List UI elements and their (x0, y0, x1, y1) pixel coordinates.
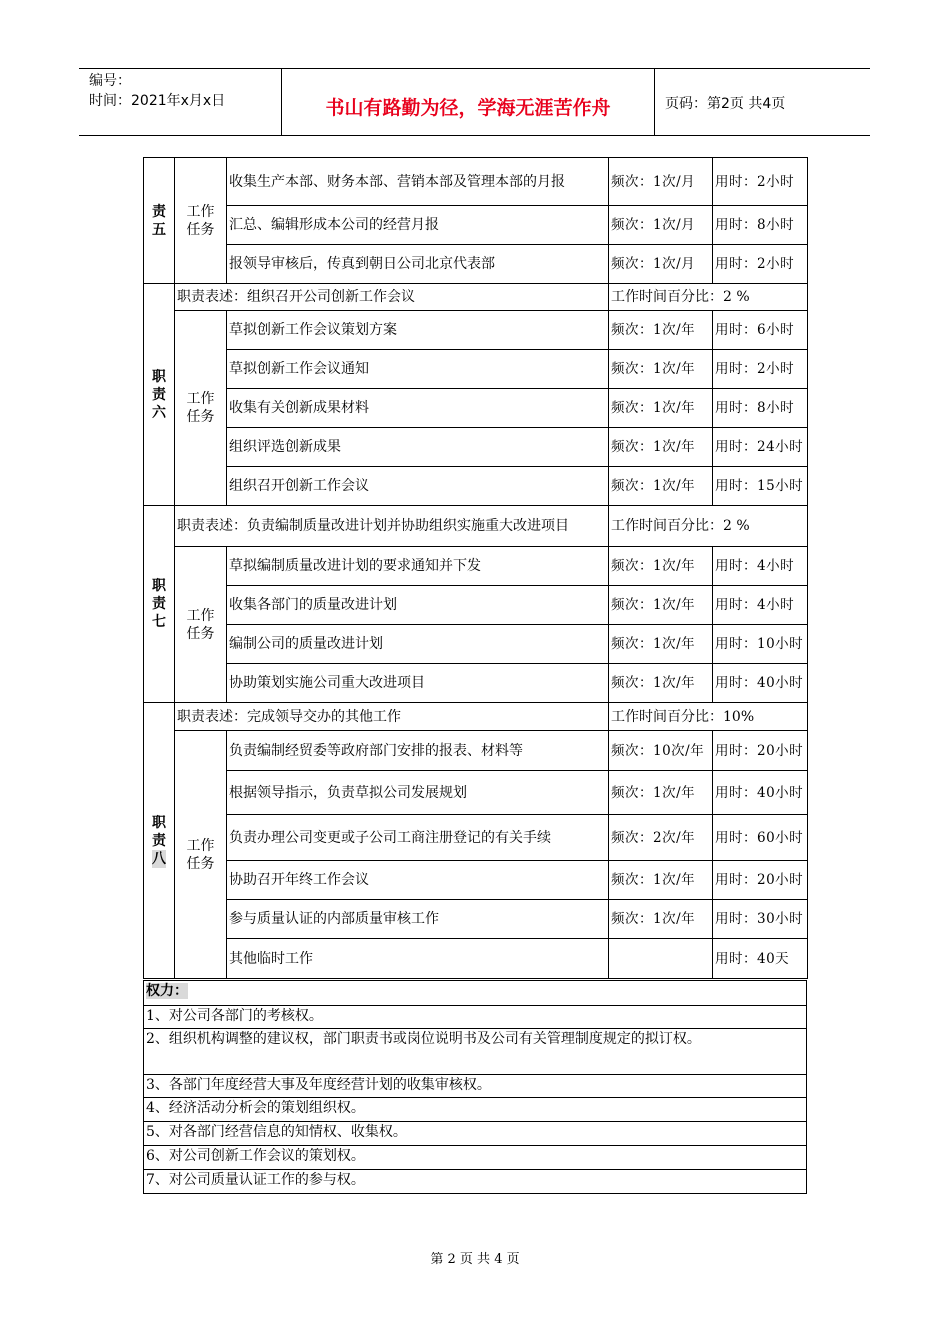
duty8-task: 负责办理公司变更或子公司工商注册登记的有关手续 (227, 815, 609, 861)
header-meta (79, 69, 282, 135)
duty5-task: 汇总、编辑形成本公司的经营月报 (227, 206, 609, 245)
power-item: 1、对公司各部门的考核权。 (144, 1006, 807, 1029)
table-row (144, 1075, 807, 1098)
table-row (144, 206, 808, 245)
duty5-task: 收集生产本部、财务本部、营销本部及管理本部的月报 (227, 158, 609, 206)
table-row (144, 900, 808, 939)
duty6-task-time: 用时：15小时 (713, 467, 808, 506)
duty6-label: 职 责 六 (144, 284, 175, 506)
table-row (144, 1098, 807, 1122)
duty7-task: 编制公司的质量改进计划 (227, 625, 609, 664)
table-row (144, 350, 808, 389)
table-row (144, 1029, 807, 1075)
duty5-task-time: 用时：2小时 (713, 245, 808, 284)
duty5-task-freq: 频次：1次/月 (609, 206, 713, 245)
table-row (144, 547, 808, 586)
table-row (144, 939, 808, 979)
duty7-task-freq: 频次：1次/年 (609, 625, 713, 664)
doc-number-label: 编号： (89, 73, 131, 89)
power-item: 6、对公司创新工作会议的策划权。 (144, 1146, 807, 1170)
duty5-work-label: 工作 任务 (175, 158, 227, 284)
duty7-description: 职责表述：负责编制质量改进计划并协助组织实施重大改进项目 (175, 506, 609, 547)
duty6-task: 组织召开创新工作会议 (227, 467, 609, 506)
duty8-task-freq: 频次：2次/年 (609, 815, 713, 861)
duty8-task: 负责编制经贸委等政府部门安排的报表、材料等 (227, 731, 609, 771)
table-row (144, 1006, 807, 1029)
power-item: 4、经济活动分析会的策划组织权。 (144, 1098, 807, 1122)
duty7-task: 草拟编制质量改进计划的要求通知并下发 (227, 547, 609, 586)
duty6-task: 草拟创新工作会议通知 (227, 350, 609, 389)
duty5-task-freq: 频次：1次/月 (609, 245, 713, 284)
table-row (144, 586, 808, 625)
duty7-task-freq: 频次：1次/年 (609, 664, 713, 703)
power-table (143, 980, 807, 1194)
duty8-label-number: 八 (152, 850, 166, 867)
table-row (144, 731, 808, 771)
duty8-description: 职责表述：完成领导交办的其他工作 (175, 703, 609, 731)
duty5-task-time: 用时：2小时 (713, 158, 808, 206)
duty8-task-freq (609, 939, 713, 979)
table-row (144, 1170, 807, 1194)
table-row (144, 981, 807, 1006)
duty8-task-time: 用时：40小时 (713, 771, 808, 815)
duty6-task-freq: 频次：1次/年 (609, 311, 713, 350)
duty6-task-time: 用时：8小时 (713, 389, 808, 428)
duty5-task: 报领导审核后，传真到朝日公司北京代表部 (227, 245, 609, 284)
table-row (144, 158, 808, 206)
header-page-number: 页码：第2页 共4页 (665, 96, 786, 112)
table-row (144, 284, 808, 311)
table-row (144, 245, 808, 284)
duty8-task: 其他临时工作 (227, 939, 609, 979)
duty7-label: 职 责 七 (144, 506, 175, 703)
header-motto: 书山有路勤为径，学海无涯苦作舟 (282, 69, 655, 135)
duty8-label (144, 703, 175, 979)
duty7-task-time: 用时：10小时 (713, 625, 808, 664)
table-row (144, 625, 808, 664)
table-row (144, 467, 808, 506)
duty8-task: 根据领导指示，负责草拟公司发展规划 (227, 771, 609, 815)
duty6-task: 收集有关创新成果材料 (227, 389, 609, 428)
duty7-task-freq: 频次：1次/年 (609, 547, 713, 586)
table-row (144, 311, 808, 350)
table-row (144, 506, 808, 547)
duty8-task-time: 用时：60小时 (713, 815, 808, 861)
duty6-task-time: 用时：2小时 (713, 350, 808, 389)
duty6-task-freq: 频次：1次/年 (609, 467, 713, 506)
duty8-task-freq: 频次：1次/年 (609, 900, 713, 939)
duty7-task-time: 用时：40小时 (713, 664, 808, 703)
duty5-task-time: 用时：8小时 (713, 206, 808, 245)
table-row (144, 664, 808, 703)
duty8-work-label: 工作 任务 (175, 731, 227, 979)
duty8-task-time: 用时：20小时 (713, 861, 808, 900)
table-row (144, 771, 808, 815)
duty8-time-percent: 工作时间百分比：10% (609, 703, 808, 731)
table-row (144, 389, 808, 428)
duty8-task-time: 用时：40天 (713, 939, 808, 979)
duty5-label: 责 五 (144, 158, 175, 284)
power-item: 2、组织机构调整的建议权，部门职责书或岗位说明书及公司有关管理制度规定的拟订权。 (144, 1029, 807, 1075)
duty7-work-label: 工作 任务 (175, 547, 227, 703)
duty8-task-freq: 频次：10次/年 (609, 731, 713, 771)
table-row (144, 1146, 807, 1170)
duty5-task-freq: 频次：1次/月 (609, 158, 713, 206)
duty6-work-label: 工作 任务 (175, 311, 227, 506)
power-title-text: 权力： (146, 983, 188, 999)
power-item: 5、对各部门经营信息的知情权、收集权。 (144, 1122, 807, 1146)
duty6-time-percent: 工作时间百分比：2 % (609, 284, 808, 311)
date-line: 时间：2021年x月x日 (89, 93, 226, 109)
duty8-task: 参与质量认证的内部质量审核工作 (227, 900, 609, 939)
page-header (79, 68, 870, 136)
duty6-description: 职责表述：组织召开公司创新工作会议 (175, 284, 609, 311)
duty6-task-freq: 频次：1次/年 (609, 389, 713, 428)
duty6-task-time: 用时：24小时 (713, 428, 808, 467)
duty7-task-time: 用时：4小时 (713, 547, 808, 586)
table-row (144, 861, 808, 900)
table-row (144, 815, 808, 861)
table-row (144, 703, 808, 731)
duty8-task-time: 用时：20小时 (713, 731, 808, 771)
duty8-label-main: 职责 (152, 814, 166, 849)
duty7-task-freq: 频次：1次/年 (609, 586, 713, 625)
power-title (144, 981, 807, 1006)
table-row (144, 428, 808, 467)
page-footer: 第 2 页 共 4 页 (430, 1252, 520, 1267)
duty8-task-freq: 频次：1次/年 (609, 861, 713, 900)
duty6-task: 草拟创新工作会议策划方案 (227, 311, 609, 350)
duty6-task-freq: 频次：1次/年 (609, 428, 713, 467)
duty7-task: 收集各部门的质量改进计划 (227, 586, 609, 625)
duty6-task-time: 用时：6小时 (713, 311, 808, 350)
duty7-task-time: 用时：4小时 (713, 586, 808, 625)
power-item: 7、对公司质量认证工作的参与权。 (144, 1170, 807, 1194)
duty6-task: 组织评选创新成果 (227, 428, 609, 467)
power-item: 3、各部门年度经营大事及年度经营计划的收集审核权。 (144, 1075, 807, 1098)
duty7-time-percent: 工作时间百分比：2 % (609, 506, 808, 547)
duty-grid (143, 157, 808, 979)
duty8-task-freq: 频次：1次/年 (609, 771, 713, 815)
duty7-task: 协助策划实施公司重大改进项目 (227, 664, 609, 703)
duty8-task-time: 用时：30小时 (713, 900, 808, 939)
duty8-task: 协助召开年终工作会议 (227, 861, 609, 900)
table-row (144, 1122, 807, 1146)
duty6-task-freq: 频次：1次/年 (609, 350, 713, 389)
